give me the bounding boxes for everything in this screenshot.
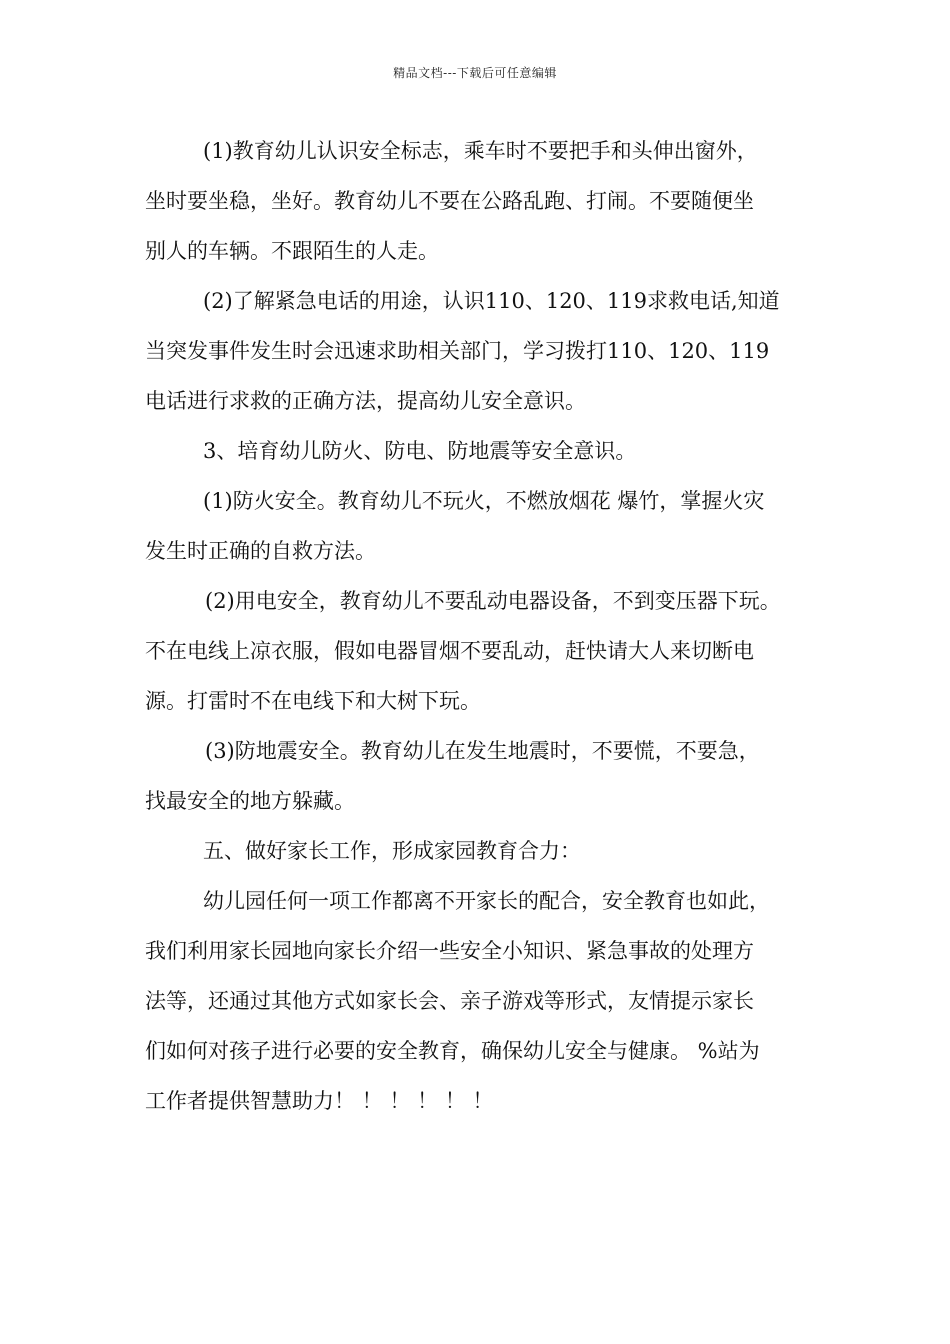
section-heading: 五、做好家长工作，形成家园教育合力： xyxy=(203,839,581,863)
text-line: 幼儿园任何一项工作都离不开家长的配合，安全教育也如此， xyxy=(203,889,770,913)
text-line: 电话进行求救的正确方法，提高幼儿安全意识。 xyxy=(145,389,586,413)
text-line: 当突发事件发生时会迅速求助相关部门，学习拨打110、120、119 xyxy=(145,339,770,363)
text-line: (2)用电安全，教育幼儿不要乱动电器设备，不到变压器下玩。 xyxy=(205,589,781,613)
text-line: 找最安全的地方躲藏。 xyxy=(145,789,355,813)
text-line: 法等，还通过其他方式如家长会、亲子游戏等形式，友情提示家长 xyxy=(145,989,754,1013)
text-line: 工作者提供智慧助力！ ！ ！ ！ ！ ！ xyxy=(145,1089,494,1113)
text-line: 别人的车辆。不跟陌生的人走。 xyxy=(145,239,439,263)
text-line: 源。打雷时不在电线下和大树下玩。 xyxy=(145,689,481,713)
text-line: 我们利用家长园地向家长介绍一些安全小知识、紧急事故的处理方 xyxy=(145,939,754,963)
text-line: 坐时要坐稳，坐好。教育幼儿不要在公路乱跑、打闹。不要随便坐 xyxy=(145,189,754,213)
document-body xyxy=(145,126,815,1126)
page-header: 精品文档---下载后可任意编辑 xyxy=(393,66,557,80)
text-line: 们如何对孩子进行必要的安全教育，确保幼儿安全与健康。 %站为 xyxy=(145,1039,760,1063)
text-line: (1)防火安全。教育幼儿不玩火，不燃放烟花 爆竹，掌握火灾 xyxy=(203,489,765,513)
text-line: 3、培育幼儿防火、防电、防地震等安全意识。 xyxy=(203,439,637,463)
text-line: 不在电线上凉衣服，假如电器冒烟不要乱动，赶快请大人来切断电 xyxy=(145,639,754,663)
text-line: (1)教育幼儿认识安全标志，乘车时不要把手和头伸出窗外， xyxy=(203,139,758,163)
text-line: 发生时正确的自救方法。 xyxy=(145,539,376,563)
text-line: (2)了解紧急电话的用途，认识110、120、119求救电话,知道 xyxy=(203,289,780,313)
text-line: (3)防地震安全。教育幼儿在发生地震时，不要慌，不要急， xyxy=(205,739,760,763)
